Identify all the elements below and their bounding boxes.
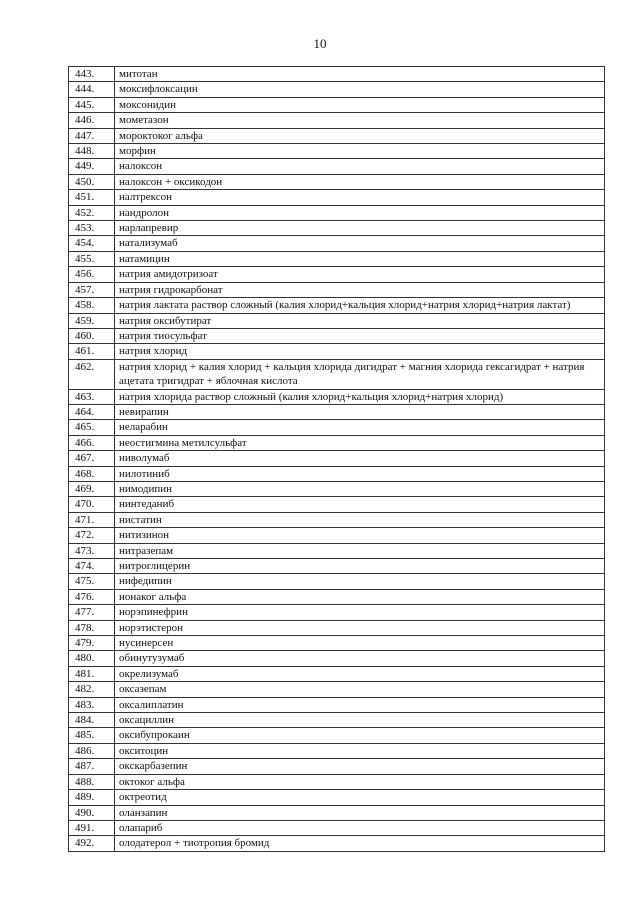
drug-name: обинутузумаб [115,651,605,666]
drug-name: окрелизумаб [115,666,605,681]
table-row [69,743,605,758]
drug-name: нитразепам [115,543,605,558]
row-number: 483. [69,697,115,712]
drug-name: оксациллин [115,713,605,728]
table-row [69,559,605,574]
table-row [69,790,605,805]
table-row [69,543,605,558]
drug-name: олапариб [115,820,605,835]
drug-name: натрия амидотризоат [115,267,605,282]
row-number: 451. [69,190,115,205]
row-number: 444. [69,82,115,97]
table-row [69,282,605,297]
row-number: 470. [69,497,115,512]
drug-name: натрия лактата раствор сложный (калия хлорид+кальция хлорид+натрия хлорид+натрия лактат) [115,298,605,313]
table-row [69,205,605,220]
table-row [69,620,605,635]
drug-name: норэпинефрин [115,605,605,620]
row-number: 486. [69,743,115,758]
row-number: 482. [69,682,115,697]
drug-name: норэтистерон [115,620,605,635]
row-number: 469. [69,481,115,496]
drug-name: натрия хлорид [115,344,605,359]
row-number: 466. [69,435,115,450]
drug-name: мороктоког альфа [115,128,605,143]
row-number: 467. [69,451,115,466]
drug-name: моксонидин [115,97,605,112]
table-row [69,113,605,128]
drug-name: налтрексон [115,190,605,205]
drug-name: неостигмина метилсульфат [115,435,605,450]
drug-name: натамицин [115,251,605,266]
table-row [69,774,605,789]
row-number: 489. [69,790,115,805]
drug-name: нарлапревир [115,221,605,236]
row-number: 490. [69,805,115,820]
drug-name: натрия тиосульфат [115,328,605,343]
drug-name: оксибупрокаин [115,728,605,743]
drug-name: окситоцин [115,743,605,758]
drug-name: окскарбазепин [115,759,605,774]
table-row [69,389,605,404]
row-number: 459. [69,313,115,328]
table-row [69,435,605,450]
row-number: 479. [69,636,115,651]
drug-name: нинтеданиб [115,497,605,512]
drug-name: натрия хлорида раствор сложный (калия хлорид+кальция хлорид+натрия хлорид) [115,389,605,404]
table-row [69,512,605,527]
table-row [69,298,605,313]
row-number: 474. [69,559,115,574]
row-number: 462. [69,359,115,389]
drug-name: мометазон [115,113,605,128]
row-number: 453. [69,221,115,236]
row-number: 443. [69,67,115,82]
row-number: 471. [69,512,115,527]
drug-name: нилотиниб [115,466,605,481]
drug-name: ниволумаб [115,451,605,466]
drug-name: налоксон + оксикодон [115,174,605,189]
table-row [69,420,605,435]
row-number: 445. [69,97,115,112]
table-row [69,466,605,481]
row-number: 487. [69,759,115,774]
row-number: 473. [69,543,115,558]
drug-name: нандролон [115,205,605,220]
drug-name: нимодипин [115,481,605,496]
table-row [69,359,605,389]
table-row [69,67,605,82]
table-row [69,404,605,419]
drug-list-body [69,67,605,852]
row-number: 455. [69,251,115,266]
row-number: 491. [69,820,115,835]
row-number: 472. [69,528,115,543]
row-number: 447. [69,128,115,143]
row-number: 448. [69,144,115,159]
drug-name: оксазепам [115,682,605,697]
table-row [69,82,605,97]
row-number: 477. [69,605,115,620]
row-number: 446. [69,113,115,128]
drug-name: натализумаб [115,236,605,251]
drug-name: октоког альфа [115,774,605,789]
drug-name: нонаког альфа [115,589,605,604]
row-number: 484. [69,713,115,728]
table-row [69,682,605,697]
row-number: 452. [69,205,115,220]
drug-name: нистатин [115,512,605,527]
row-number: 463. [69,389,115,404]
table-row [69,267,605,282]
row-number: 456. [69,267,115,282]
drug-name: нитизинон [115,528,605,543]
drug-name: нифедипин [115,574,605,589]
row-number: 485. [69,728,115,743]
drug-name: натрия гидрокарбонат [115,282,605,297]
drug-name: октреотид [115,790,605,805]
table-row [69,666,605,681]
table-row [69,313,605,328]
row-number: 481. [69,666,115,681]
table-row [69,651,605,666]
table-row [69,190,605,205]
drug-name: оланзапин [115,805,605,820]
table-row [69,251,605,266]
drug-name: морфин [115,144,605,159]
table-row [69,128,605,143]
row-number: 465. [69,420,115,435]
drug-name: нусинерсен [115,636,605,651]
drug-name: олодатерол + тиотропия бромид [115,836,605,851]
table-row [69,481,605,496]
row-number: 476. [69,589,115,604]
row-number: 450. [69,174,115,189]
table-row [69,574,605,589]
table-row [69,221,605,236]
row-number: 454. [69,236,115,251]
table-row [69,836,605,851]
row-number: 460. [69,328,115,343]
table-row [69,805,605,820]
drug-name: нитроглицерин [115,559,605,574]
table-row [69,144,605,159]
row-number: 457. [69,282,115,297]
drug-list-table [68,66,605,852]
table-row [69,636,605,651]
table-row [69,528,605,543]
drug-name: неларабин [115,420,605,435]
table-row [69,497,605,512]
row-number: 475. [69,574,115,589]
drug-name: натрия оксибутират [115,313,605,328]
table-row [69,728,605,743]
table-row [69,328,605,343]
table-row [69,159,605,174]
drug-name: налоксон [115,159,605,174]
table-row [69,97,605,112]
row-number: 480. [69,651,115,666]
table-row [69,344,605,359]
row-number: 478. [69,620,115,635]
table-row [69,605,605,620]
drug-name: моксифлоксацин [115,82,605,97]
table-row [69,174,605,189]
row-number: 458. [69,298,115,313]
table-row [69,451,605,466]
drug-name: натрия хлорид + калия хлорид + кальция хлорида дигидрат + магния хлорида гексагидрат + натрия ацетата тригидрат + яблочная кислота [115,359,605,389]
table-row [69,589,605,604]
table-row [69,236,605,251]
drug-name: оксалиплатин [115,697,605,712]
row-number: 468. [69,466,115,481]
row-number: 461. [69,344,115,359]
drug-name: митотан [115,67,605,82]
row-number: 492. [69,836,115,851]
row-number: 464. [69,404,115,419]
row-number: 449. [69,159,115,174]
table-row [69,697,605,712]
table-row [69,820,605,835]
page-number: 10 [313,36,327,51]
row-number: 488. [69,774,115,789]
drug-name: невирапин [115,404,605,419]
table-row [69,759,605,774]
table-row [69,713,605,728]
